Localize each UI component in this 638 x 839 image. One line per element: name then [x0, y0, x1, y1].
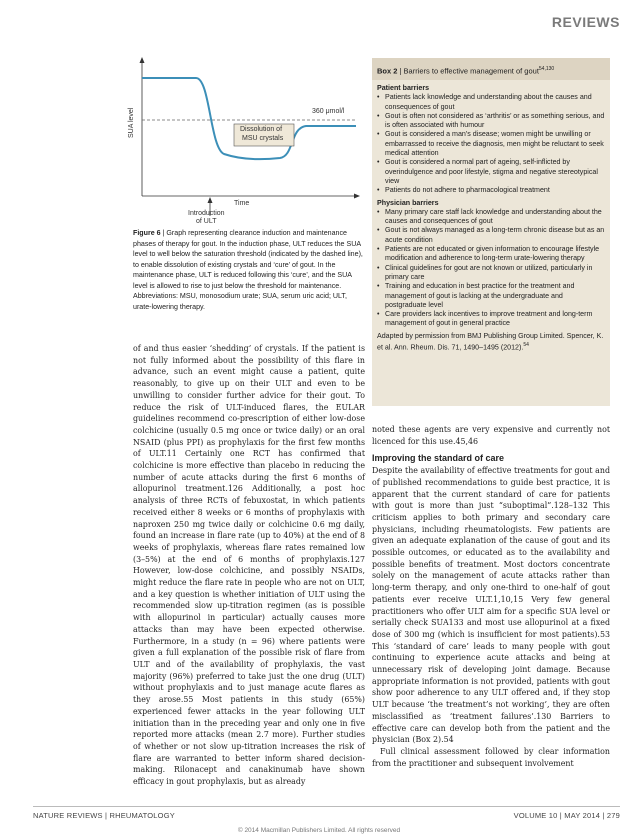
box-title-refs: 54,130 — [538, 66, 555, 72]
caption-text: | Graph representing clearance induction and maintenance phases of therapy for gout. In the induction phase, ULT reduces the SUA level to well below the saturation threshold (indicated by the dashed line), to enable dissolution of existing crystals and ‘cure’ of gout. In the maintenance phase, ULT is reduced following this ‘cure’, and the SUA level is allowed to rise to just below the threshold for maintenance. Abbreviations: MSU, monosodium urate; SUA, serum uric acid; ULT, urate-lowering therapy. — [133, 229, 363, 311]
patient-barrier-item: • Patients do not adhere to pharmacological treatment — [377, 186, 605, 195]
box-2 — [372, 58, 610, 406]
y-axis-arrow — [140, 57, 145, 63]
physician-barrier-item: • Training and education in best practice for the treatment and management of gout is lacking at the undergraduate and postgraduate level — [377, 282, 605, 310]
dissolution-label-line1: Dissolution of — [240, 126, 283, 133]
physician-barrier-item: • Clinical guidelines for gout are not known or utilized, particularly in primary care — [377, 264, 605, 283]
caption-label: Figure 6 — [133, 229, 161, 237]
section-label: REVIEWS — [551, 14, 620, 30]
ult-pointer-arrow — [208, 197, 213, 203]
box-source-ref: 54 — [523, 342, 529, 349]
right-column-intro: noted these agents are very expensive and currently not licenced for this use.45,46 — [372, 425, 610, 446]
box-body — [377, 83, 605, 353]
patient-barriers-title: Patient barriers — [377, 84, 430, 92]
physician-barrier-item: • Patients are not educated or given information to encourage lifestyle modification and adherence to long-term urate-lowering therapy — [377, 245, 605, 264]
introduction-label-line1: Introduction — [188, 210, 225, 217]
physician-barrier-item: • Many primary care staff lack knowledge and understanding about the causes and consequences of gout — [377, 208, 605, 227]
figure-6-graph — [130, 56, 360, 228]
copyright: © 2014 Macmillan Publishers Limited. All rights reserved — [237, 827, 401, 834]
box-title: | Barriers to effective management of gout — [397, 66, 539, 76]
patient-barrier-item: • Patients lack knowledge and understanding about the causes and consequences of gout — [377, 93, 605, 112]
figure-caption — [133, 228, 365, 312]
x-axis-arrow — [354, 194, 360, 199]
physician-barrier-item: • Care providers lack incentives to improve treatment and long-term management of gout in general practice — [377, 310, 605, 329]
box-header — [372, 58, 610, 80]
patient-barrier-item: • Gout is often not considered as ‘arthritis’ or as something serious, and is often associated with humour — [377, 112, 605, 131]
introduction-label-line2: of ULT — [196, 218, 217, 225]
threshold-label: 360 μmol/l — [312, 108, 345, 115]
dissolution-label-line2: MSU crystals — [242, 135, 284, 142]
patient-barrier-item: • Gout is considered a normal part of ageing, self-inflicted by overindulgence and poor lifestyle, stigma and negative stereotypical view — [377, 158, 605, 186]
box-source-text: Adapted by permission from BMJ Publishing Group Limited. Spencer, K. et al. Ann. Rheum. Dis. 71, 1490–1495 (2012). — [377, 331, 604, 352]
patient-barrier-item: • Gout is considered a man’s disease; women might be unwilling or embarrassed to receive the diagnosis, men might be reluctant to seek medical attention — [377, 130, 605, 158]
box-source — [377, 332, 605, 353]
left-column-text — [133, 343, 365, 788]
x-axis-label: Time — [234, 200, 250, 207]
physician-barriers-title: Physician barriers — [377, 198, 439, 207]
sua-level-curve — [142, 78, 356, 159]
footer-volume: VOLUME 10 | MAY 2014 | 279 — [513, 811, 620, 820]
footer-divider — [33, 806, 620, 807]
y-axis-label: SUA level — [128, 107, 135, 138]
right-column-paragraph-2: Full clinical assessment followed by clear information from the practitioner and subsequent involvement — [372, 746, 610, 768]
left-column-paragraph: of and thus easier ‘shedding’ of crystals. If the patient is not fully informed about the possibility of this flare in advance, such an event might cause a patient, quite reasonably, to give up on their ULT and even to be unwilling to consider further advice for their gout. To reduce the risk of ULT-induced flares, the EULAR guidelines recommend co-prescription of either low-dose colchicine (usually 0.5 mg once or twice daily) or an oral NSAID (plus PPI) as prophylaxis for the first few months of ULT.11 Certainly one RCT has confirmed that colchicine is more effective than placebo in reducing the number of acute attacks during the first 6 months of allopurinol treatment.126 Additionally, a post hoc analysis of three RCTs of febuxostat, in which patients received either 8 weeks or 6 months of prophylaxis with naproxen 250 mg twice daily or colchicine 0.6 mg daily, found an increase in flare rate (up to 40%) at the end of 8 weeks of prophylaxis, whereas flare rates remained low (3–5%) at the end of 6 months of prophylaxis.127 However, low-dose colchicine, and possibly NSAIDs, might reduce the flare rate in people who are not on ULT, and a key question is whether initiation of ULT using the recommended slow up-titration regimen (as is possible with allopurinol in particular) actually causes more attacks than may have been expected otherwise. Furthermore, in a study (n = 96) where patients were given a full explanation of the possible risk of flare from ULT and of the availability of prophylaxis, the vast majority (96%) preferred to take just the one drug (ULT) without prophylaxis and to just manage acute flares as they arose.55 Most patients in this study (65%) experienced fewer attacks in the year following ULT initiation than in the preceding year and only one in five reported more attacks (mean 2.7 more). Further studies of whether or not slow up-titration increases the risk of flare are warranted to better inform shared decision-making. Rilonacept and canakinumab have shown efficacy in gout prophylaxis, but as already — [133, 344, 365, 787]
section-heading: Improving the standard of care — [372, 453, 505, 464]
physician-barrier-item: • Gout is not always managed as a long-term chronic disease but as an acute condition — [377, 226, 605, 245]
box-label: Box 2 — [377, 66, 398, 76]
right-column-text — [372, 424, 610, 769]
footer-journal: NATURE REVIEWS | RHEUMATOLOGY — [33, 811, 175, 820]
right-column-paragraph-1: Despite the availability of effective treatments for gout and of published recommendations to guide best practice, it is apparent that the current standard of care for patients with gout is more than just “suboptimal”.128–132 This criticism applies to both primary and secondary care physicians, including rheumatologists. Few patients are given an adequate explanation of the cause of gout and its possible outcomes, or educated as to the availability and possible benefits of treatment. Most doctors concentrate solely on the management of acute attacks rather than long-term therapy, and only one-third to one-half of gout patients ever receive ULT.1,10,15 Very few general practitioners who offer ULT aim for a specific SUA level or serially check SUA133 and most use allopurinol at a fixed dose of 300 mg (which is insufficient for most patients).53 This ‘standard of care’ leads to many people with gout continuing to experience acute attacks and being at unnecessary risk of developing joint damage. Because appropriate information is not provided, patients with gout show poor adherence to any ULT offered and, if they stop ULT because ‘the treatment’s not working’, they are often misclassified as ‘treatment failures’.130 Barriers to effective care can develop both from the patient and the physician (Box 2).54 — [372, 466, 610, 745]
